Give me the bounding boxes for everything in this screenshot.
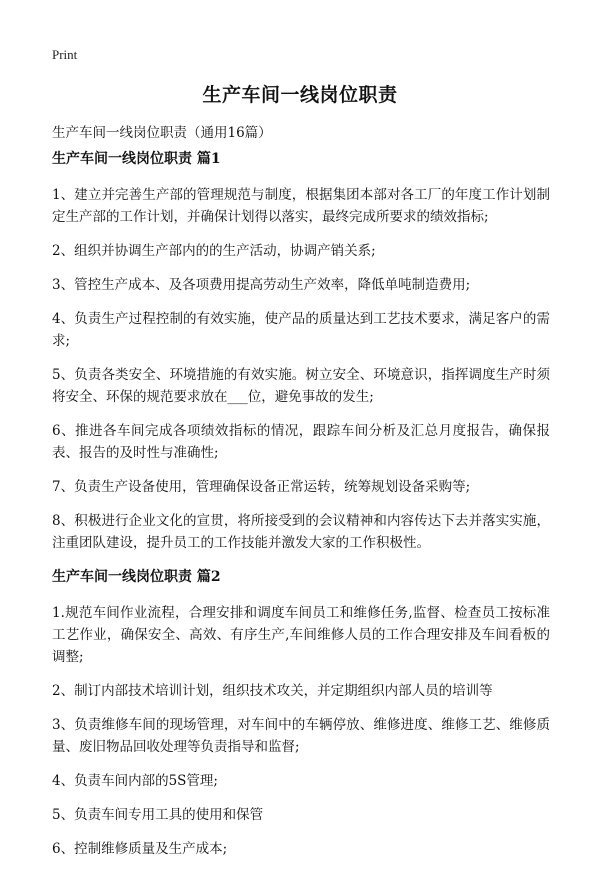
print-label[interactable]: Print [52,47,78,62]
list-item: 5、负责车间专用工具的使用和保管 [52,807,264,823]
list-item: 7、负责生产设备使用，管理确保设备正常运转，统筹规划设备采购等; [52,479,471,495]
list-item: 6、控制维修质量及生产成本; [52,841,228,857]
section-2 [52,566,550,860]
document-content [52,148,550,872]
list-item: 3、负责维修车间的现场管理，对车间中的车辆停放、维修进度、维修工艺、维修质量、废旧物品回收处理等负责指导和监督; [52,717,550,755]
list-item: 6、推进各车间完成各项绩效指标的情况，跟踪车间分析及汇总月度报告，确保报表、报告的及时性与准确性; [52,423,550,461]
list-item: 4、负责生产过程控制的有效实施，使产品的质量达到工艺技术要求，满足客户的需求; [52,311,550,349]
section-heading: 生产车间一线岗位职责 篇1 [52,151,221,167]
list-item: 3、管控生产成本、及各项费用提高劳动生产效率，降低单吨制造费用; [52,277,471,293]
list-item: 4、负责车间内部的5S管理; [52,773,218,789]
list-item: 1.规范车间作业流程，合理安排和调度车间员工和维修任务,监督、检查员工按标准工艺作业，确保安全、高效、有序生产,车间维修人员的工作合理安排及车间看板的调整; [52,605,550,665]
document-title: 生产车间一线岗位职责 [202,84,398,106]
document-subtitle: 生产车间一线岗位职责（通用16篇） [52,125,272,141]
list-item: 5、负责各类安全、环境措施的有效实施。树立安全、环境意识，指挥调度生产时须将安全、环保的规范要求放在___位，避免事故的发生; [52,367,550,405]
section-1 [52,148,550,554]
section-heading: 生产车间一线岗位职责 篇2 [52,569,221,585]
list-item: 2、组织并协调生产部内的的生产活动，协调产销关系; [52,243,376,259]
list-item: 2、制订内部技术培训计划，组织技术攻关，并定期组织内部人员的培训等 [52,683,493,699]
list-item: 8、积极进行企业文化的宣贯，将所接受到的会议精神和内容传达下去并落实实施，注重团队建设，提升员工的工作技能并激发大家的工作积极性。 [52,513,550,551]
list-item: 1、建立并完善生产部的管理规范与制度，根据集团本部对各工厂的年度工作计划制定生产部的工作计划，并确保计划得以落实，最终完成所要求的绩效指标; [52,187,550,225]
